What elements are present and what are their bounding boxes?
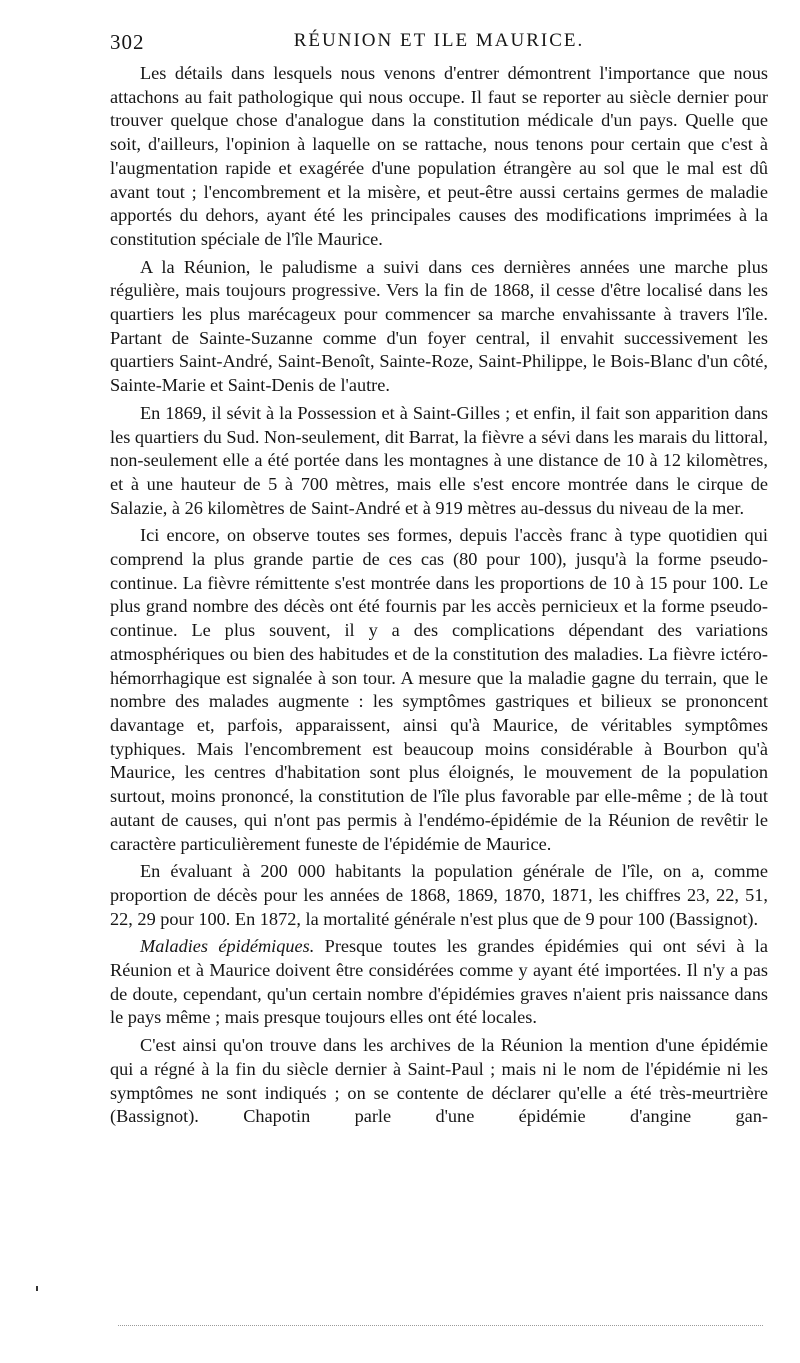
paragraph-text: C'est ainsi qu'on trouve dans les archives de la Réunion la mention d'une épidémie qui a régné à la fin du siècle dernier à Saint-Paul ; mais ni le nom de l'épidémie ni les symptômes ne sont indiqués ; on se contente de déclarer qu'elle a été très-meurtrière (Bassignot). Chapotin parle d'une épidémie d'angine gan- — [110, 1035, 768, 1127]
footer-dotted-rule — [118, 1325, 763, 1326]
paragraph — [110, 1034, 768, 1129]
paragraph-text: A la Réunion, le paludisme a suivi dans ces dernières années une marche plus régulière, mais toujours progressive. Vers la fin de 1868, il cesse d'être localisé dans les quartiers les plus marécageux pour commencer sa marche envahissante à travers l'île. Partant de Sainte-Suzanne comme d'un foyer central, il envahit successivement les quartiers Saint-André, Saint-Benoît, Sainte-Roze, Saint-Philippe, le Bois-Blanc d'un côté, Sainte-Marie et Saint-Denis de l'autre. — [110, 256, 768, 396]
paragraph-text: Les détails dans lesquels nous venons d'entrer démontrent l'importance que nous attachons au fait pathologique qui nous occupe. Il faut se reporter au siècle dernier pour trouver quelque chose d'analogue dans la constitution médicale d'un pays. Quelle que soit, d'ailleurs, l'opinion à laquelle on se rattache, nous tenons pour certain que c'est à l'augmentation rapide et exagérée d'une population étrangère au sol que le mal est dû avant tout ; l'encombrement et la misère, et peut-être aussi certains germes de maladie apportés du dehors, ayant été les principales causes des modifications imprimées à la constitution spéciale de l'île Maurice. — [110, 63, 768, 249]
running-title: RÉUNION ET ILE MAURICE. — [293, 30, 585, 51]
print-speck — [36, 1286, 38, 1291]
page-header — [110, 30, 768, 56]
paragraph — [110, 524, 768, 856]
section-heading-inline: Maladies épidémiques. — [140, 936, 315, 957]
paragraph — [110, 860, 768, 931]
paragraph — [110, 935, 768, 1030]
body-text — [110, 62, 768, 1133]
paragraph — [110, 256, 768, 398]
page-number: 302 — [110, 30, 145, 54]
paragraph-text: Presque toutes les grandes épidémies qui ont sévi à la Réunion et à Maurice doivent être considérées comme y ayant été importées. Il n'y a pas de doute, cependant, qu'un certain nombre d'épidémies graves n'aient pris naissance dans le pays même ; mais presque toujours elles ont été locales. — [110, 936, 768, 1028]
paragraph-text: En 1869, il sévit à la Possession et à Saint-Gilles ; et enfin, il fait son apparition dans les quartiers du Sud. Non-seulement, dit Barrat, la fièvre a sévi dans les marais du littoral, non-seulement elle a été portée dans les montagnes à une distance de 10 à 12 kilomètres, et à une hauteur de 5 à 700 mètres, mais elle s'est encore montrée dans le cirque de Salazie, à 26 kilomètres de Saint-André et à 919 mètres au-dessus du niveau de la mer. — [110, 402, 768, 518]
paragraph-text: Ici encore, on observe toutes ses formes, depuis l'accès franc à type quotidien qui comprend la plus grande partie de ces cas (80 pour 100), jusqu'à la forme pseudo-continue. La fièvre rémittente s'est montrée dans les proportions de 10 à 15 pour 100. Le plus grand nombre des décès ont été fournis par les accès pernicieux et la forme pseudo-continue. Le plus souvent, il y a des complications dépendant des variations atmosphériques ou bien des habitudes et de la constitution des maladies. La fièvre ictéro-hémorrhagique est signalée à son tour. A mesure que la maladie gagne du terrain, que le nombre des malades augmente : les symptômes gastriques et bilieux se prononcent davantage et, parfois, apparaissent, ainsi qu'à Maurice, de véritables symptômes typhiques. Mais l'encombrement est beaucoup moins considérable à Bourbon qu'à Maurice, les centres d'habitation sont plus éloignés, le mouvement de la population surtout, moins prononcé, la constitution de l'île plus favorable par elle-même ; de là tout autant de causes, qui n'ont pas permis à l'endémo-épidémie de la Réunion de revêtir le caractère particulièrement funeste de l'épidémie de Maurice. — [110, 525, 768, 854]
paragraph-text: En évaluant à 200 000 habitants la population générale de l'île, on a, comme proportion de décès pour les années de 1868, 1869, 1870, 1871, les chiffres 23, 22, 51, 22, 29 pour 100. En 1872, la mortalité générale n'est plus que de 9 pour 100 (Bassignot). — [110, 861, 768, 929]
paragraph — [110, 62, 768, 252]
paragraph — [110, 402, 768, 521]
